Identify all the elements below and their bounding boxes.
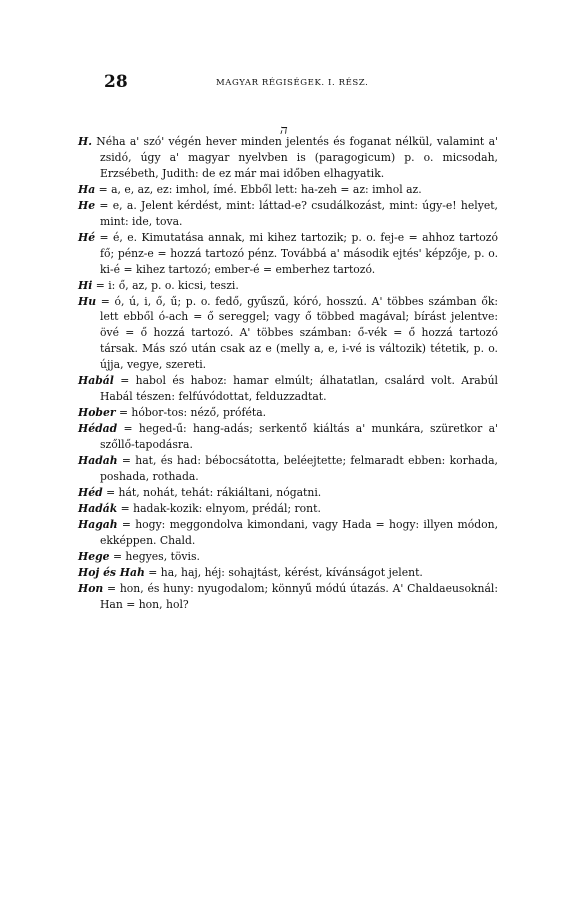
dictionary-entry xyxy=(78,549,498,565)
section-letter: ה xyxy=(280,123,288,138)
dictionary-entry xyxy=(78,198,498,230)
entry-text: = e, a. Jelent kérdést, mint: láttad-e? csudálkozást, mint: úgy-e! helyet, mint: ide, tova. xyxy=(99,198,498,228)
entry-text: = ó, ú, i, ő, ű; p. o. fedő, gyűszű, kóró, hosszú. A' többes számban ők: lett ebből ó-ach = ő sereggel; vagy ő többed magával; bírást jelentve: övé = ő hozzá tartozó. A' többes számban: ő-vék = ő hozzá tartozó társak. Más szó után csak az e (melly a, e, i-vé is változik) tétetik, p. o. újja, vegye, szereti. xyxy=(100,294,499,372)
entry-headword: Hadah xyxy=(78,454,118,468)
entry-text: = hadak-kozik: elnyom, prédál; ront. xyxy=(120,501,321,515)
entry-text: = a, e, az, ez: imhol, ímé. Ebből lett: ha-zeh = az: imhol az. xyxy=(98,182,422,196)
dictionary-entry xyxy=(78,501,498,517)
entry-text: = hóbor-tos: néző, próféta. xyxy=(118,406,267,420)
dictionary-entry xyxy=(78,278,498,294)
entry-headword: Habál xyxy=(78,374,114,388)
entry-text: Néha a' szó' végén hever minden jelentés és foganat nélkül, valamint a' zsidó, úgy a' magyar nyelvben is (paragogicum) p. o. micsodah, Erzsébeth, Judith: de ez már mai időben elhagyatik. xyxy=(96,135,498,180)
entry-text: = hat, és had: bébocsátotta, beléejtette; felmaradt ebben: korhada, poshada, rothada. xyxy=(100,454,498,484)
entry-headword: Héd xyxy=(78,485,103,499)
entry-text: = hon, és huny: nyugodalom; könnyű módú útazás. A' Chaldaeusoknál: Han = hon, hol? xyxy=(100,581,498,611)
entry-text: = habol és haboz: hamar elmúlt; álhatatlan, csalárd volt. Arabúl Habál tészen: felfúvódottat, felduzzadtat. xyxy=(100,374,498,404)
dictionary-entry xyxy=(78,134,498,182)
entry-text: = hát, nohát, tehát: rákiáltani, nógatni. xyxy=(106,485,322,499)
dictionary-entry xyxy=(78,517,498,549)
dictionary-entries xyxy=(78,134,498,613)
entry-text: = é, e. Kimutatása annak, mi kihez tartozik; p. o. fej-e = ahhoz tartozó fő; pénz-e = hozzá tartozó pénz. Továbbá a' második ejtés' képzője, p. o. ki-é = kihez tartozó; ember-é = emberhez tartozó. xyxy=(99,230,498,276)
dictionary-entry xyxy=(78,405,498,421)
running-title: MAGYAR RÉGISÉGEK. I. RÉSZ. xyxy=(216,78,369,88)
dictionary-entry xyxy=(78,565,498,581)
dictionary-entry xyxy=(78,182,498,198)
dictionary-entry xyxy=(78,581,498,613)
entry-text: = heged-ű: hang-adás; serkentő kiáltás a' munkára, szüretkor a' szőllő-tapodásra. xyxy=(100,422,498,452)
entry-text: = i: ő, az, p. o. kicsi, teszi. xyxy=(95,278,239,292)
entry-headword: Hon xyxy=(78,581,104,595)
entry-headword: He xyxy=(78,198,96,212)
dictionary-entry xyxy=(78,485,498,501)
entry-text: = hegyes, tövis. xyxy=(112,549,200,563)
entry-headword: Hoj és Hah xyxy=(78,565,145,579)
entry-headword: Hagah xyxy=(78,517,118,531)
dictionary-entry xyxy=(78,453,498,485)
page-header xyxy=(104,72,504,96)
entry-headword: Hé xyxy=(78,230,96,244)
page-number: 28 xyxy=(104,72,128,92)
entry-headword: Hu xyxy=(78,294,97,308)
dictionary-entry xyxy=(78,294,498,374)
entry-text: = ha, haj, héj: sohajtást, kérést, kívánságot jelent. xyxy=(148,565,423,579)
entry-headword: Hober xyxy=(78,406,116,420)
entry-text: = hogy: meggondolva kimondani, vagy Hada = hogy: illyen módon, ekképpen. Chald. xyxy=(100,517,498,547)
entry-headword: Hege xyxy=(78,549,110,563)
entry-headword: H. xyxy=(78,135,92,148)
dictionary-entry xyxy=(78,373,498,405)
entry-headword: Hédad xyxy=(78,422,118,436)
entry-headword: Hadák xyxy=(78,501,118,515)
dictionary-entry xyxy=(78,230,498,278)
entry-headword: Hi xyxy=(78,278,93,292)
entry-headword: Ha xyxy=(78,182,96,196)
dictionary-entry xyxy=(78,421,498,453)
